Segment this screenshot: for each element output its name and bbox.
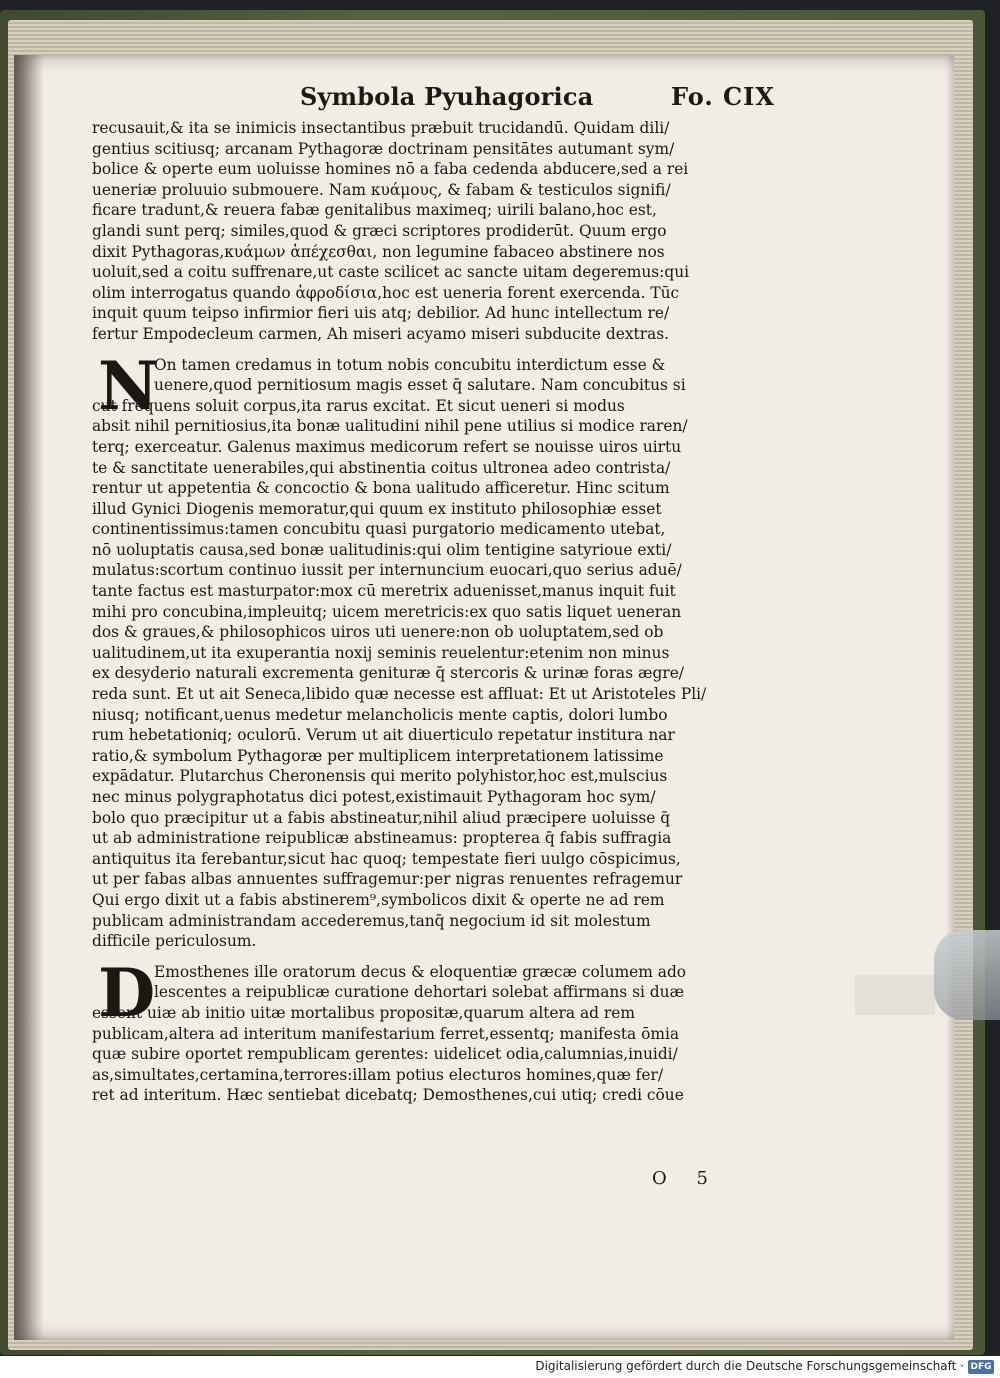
text-line: On tamen credamus in totum nobis concubitu interdictum esse &	[154, 355, 666, 374]
text-line: ficare tradunt,& reuera fabæ genitalibus maximeq; uirili balano,hoc est,	[92, 201, 657, 220]
paragraph	[92, 118, 772, 345]
text-line: uenere,quod pernitiosum magis esset q̄ salutare. Nam concubitus si	[154, 376, 686, 395]
text-line: ut ab administratione reipublicæ abstineamus: propterea q̄ fabis suffragia	[92, 829, 672, 848]
text-line: uoluit,sed a coitu suffrenare,ut caste scilicet ac sancte uitam degeremus:qui	[92, 263, 690, 282]
text-line: Emosthenes ille oratorum decus & eloquentiæ græcæ columem ado	[154, 962, 687, 981]
text-line: olim interrogatus quando ἀφροδίσια,hoc est ueneria forent exercenda. Tūc	[92, 283, 680, 302]
text-line: essent uiæ ab initio uitæ mortalibus propositæ,quarum altera ad rem	[92, 1003, 635, 1022]
text-line: bolo quo præcipitur ut a fabis abstineatur,nihil aliud præcipere uoluisse q̄	[92, 808, 671, 827]
running-head	[285, 80, 775, 116]
drop-cap: D	[98, 953, 156, 1032]
text-line: glandi sunt perq; similes,quod & græci scriptores prodiderūt. Quum ergo	[92, 221, 667, 240]
drop-cap: N	[98, 346, 159, 425]
text-line: ratio,& symbolum Pythagoræ per multiplicem interpretationem latissime	[92, 746, 664, 765]
text-line: absit nihil pernitiosius,ita bonæ ualitudini nihil pene utilius si modice raren/	[92, 417, 688, 436]
gutter-shadow	[14, 55, 44, 1340]
text-line: quæ subire oportet rempublicam gerentes: uidelicet odia,calumnias,inuidi/	[92, 1045, 678, 1064]
text-line: Qui ergo dixit ut a fabis abstinerem⁹,symbolicos dixit & operte ne ad rem	[92, 890, 665, 909]
footer-bar	[0, 1356, 1000, 1378]
text-line: as,simultates,certamina,terrores:illam potius electuros homines,quæ fer/	[92, 1065, 664, 1084]
text-line: lescentes a reipublicæ curatione dehortari solebat affirmans si duæ	[154, 983, 685, 1002]
text-line: cut frequens soluit corpus,ita rarus excitat. Et sicut ueneri si modus	[92, 396, 625, 415]
text-line: te & sanctitate uenerabiles,qui abstinentia coitus ultronea adeo contrista/	[92, 458, 671, 477]
text-line: dos & graues,& philosophicos uiros uti uenere:non ob uoluptatem,sed ob	[92, 623, 664, 642]
text-line: rentur ut appetentia & concoctio & bona ualitudo afficeretur. Hinc scitum	[92, 479, 670, 498]
text-line: ret ad interitum. Hæc sentiebat dicebatq; Demosthenes,cui utiq; credi cōue	[92, 1086, 684, 1105]
text-line: gentius scitiusq; arcanam Pythagoræ doctrinam pensitātes autumant sym/	[92, 139, 675, 158]
text-line: inquit quum teipso infirmior fieri uis atq; debilior. Ad hunc intellectum re/	[92, 304, 670, 323]
bleed-through-mark	[862, 772, 932, 792]
footer-credit: Digitalisierung gefördert durch die Deutsche Forschungsgemeinschaft ·	[535, 1359, 964, 1373]
paragraph	[92, 346, 772, 952]
text-line: expādatur. Plutarchus Cheronensis qui merito polyhistor,hoc est,mulscius	[92, 767, 668, 786]
text-line: bolice & operte eum uoluisse homines nō a faba cedenda abducere,sed a rei	[92, 160, 689, 179]
text-line: recusauit,& ita se inimicis insectantibus præbuit trucidandū. Quidam dili/	[92, 119, 670, 137]
text-line: rum hebetationiq; oculorū. Verum ut ait diuerticulo repetatur institura nar	[92, 726, 675, 745]
text-line: terq; exerceatur. Galenus maximus medicorum refert se nouisse uiros uirtu	[92, 437, 682, 456]
text-line: mulatus:scortum continuo iussit per internuncium euocari,quo serius aduē/	[92, 561, 682, 580]
dfg-logo: DFG	[968, 1360, 994, 1374]
text-line: mihi pro concubina,impleuitq; uicem meretricis:ex quo satis liquet ueneran	[92, 602, 682, 621]
text-line: nec minus polygraphotatus dici potest,existimauit Pythagoram hoc sym/	[92, 788, 656, 806]
text-line: ex desyderio naturali excrementa genituræ q̄ stercoris & urinæ foras ægre/	[92, 664, 684, 683]
text-line: ut per fabas albas annuentes suffragemur:per nigras renuentes refragemur	[92, 870, 683, 889]
page-clip	[934, 930, 1000, 1020]
running-head-title: Symbola Pyuhagorica	[300, 82, 594, 111]
text-line: publicam administrandam accederemus,tanq̄ negocium id sit molestum	[92, 911, 651, 930]
text-line: nō uoluptatis causa,sed bonæ ualitudinis:qui olim tentigine satyrioue exti/	[92, 540, 672, 559]
text-line: reda sunt. Et ut ait Seneca,libido quæ necesse est affluat: Et ut Aristoteles Pli/	[92, 685, 707, 704]
text-line: dixit Pythagoras,κυάμων ἀπέχεσθαι, non legumine fabaceo abstinere nos	[92, 242, 665, 261]
text-line: antiquitus ita ferebantur,sicut hac quoq; tempestate fieri uulgo cōspicimus,	[92, 849, 681, 868]
text-line: continentissimus:tamen concubitu quasi purgatorio medicamento utebat,	[92, 520, 666, 539]
text-line: difficile periculosum.	[92, 932, 257, 951]
paragraph	[92, 953, 772, 1106]
text-line: tante factus est masturpator:mox cū meretrix aduenisset,manus inquit fuit	[92, 582, 676, 601]
text-line: publicam,altera ad interitum manifestarium ferret,essentq; manifesta ōmia	[92, 1024, 680, 1043]
text-line: fertur Empodecleum carmen, Ah miseri acyamo miseri subducite dextras.	[92, 324, 670, 343]
bleed-through-mark	[855, 975, 935, 1015]
text-line: ueneriæ proluuio submouere. Nam κυάμους, & fabam & testiculos signifi/	[92, 180, 671, 199]
folio-number: Fo. CIX	[671, 82, 775, 111]
text-block	[92, 118, 772, 1106]
signature-mark: O 5	[652, 1168, 720, 1189]
text-line: niusq; notificant,uenus medetur melancholicis mente captis, dolori lumbo	[92, 705, 668, 724]
text-line: ualitudinem,ut ita exuperantia noxij seminis reuelentur:etenim non minus	[92, 643, 670, 662]
text-line: illud Gynici Diogenis memoratur,qui quum ex instituto philosophiæ esset	[92, 499, 662, 518]
